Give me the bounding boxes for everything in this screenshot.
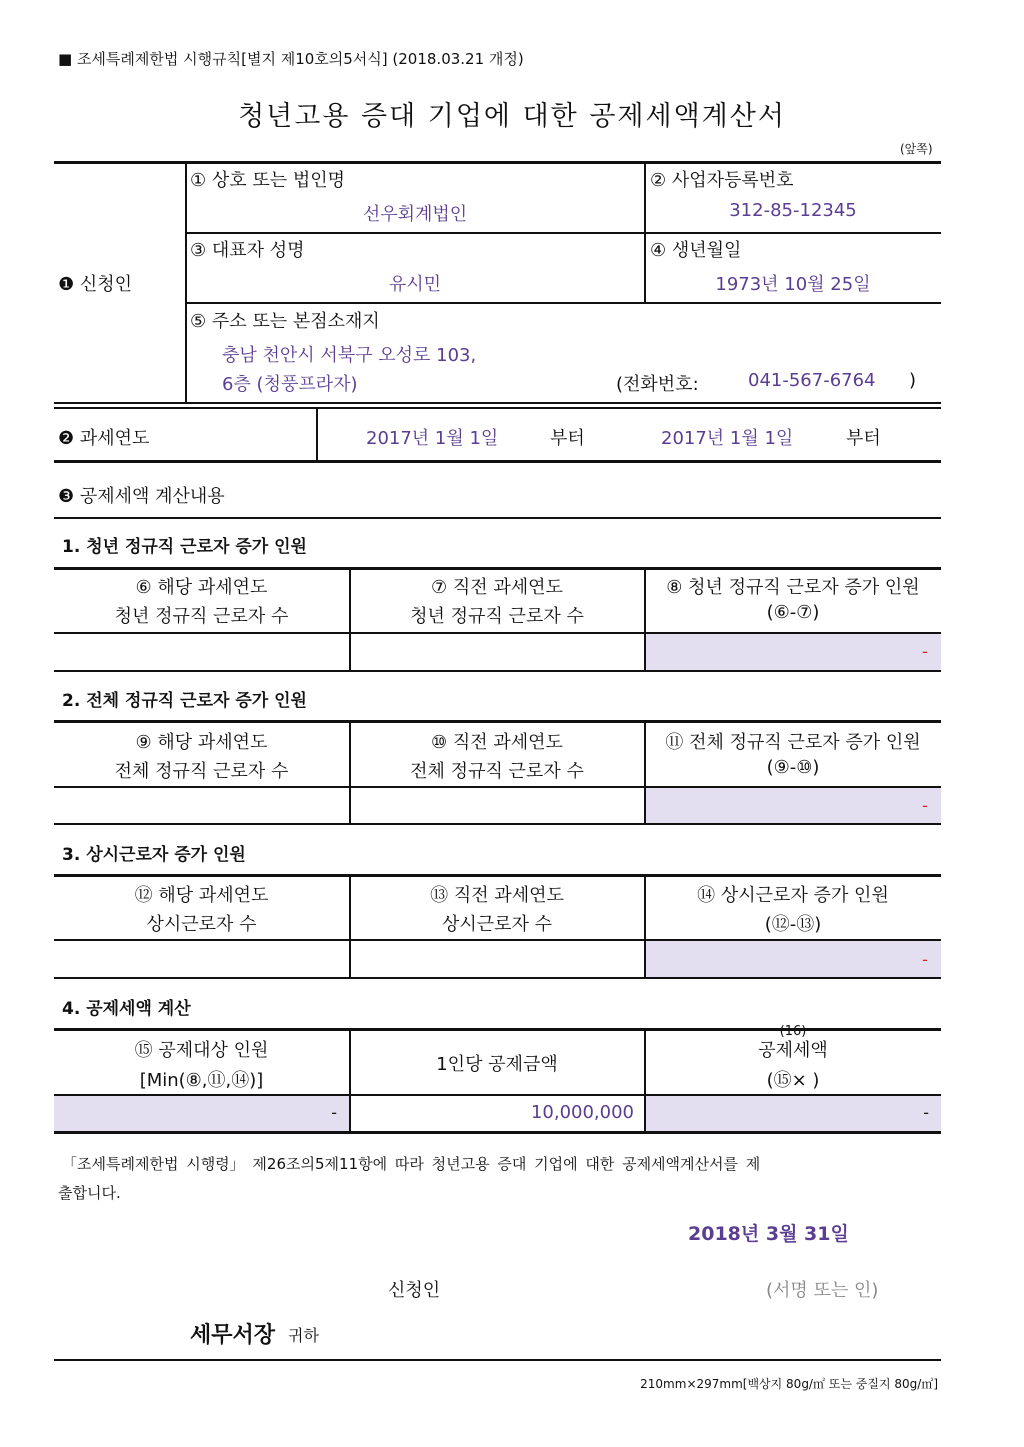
rule	[54, 1131, 941, 1134]
tax-year-label: ❷ 과세연도	[58, 428, 150, 449]
rule	[54, 786, 941, 788]
s2-col3-line1: ⑪ 전체 정규직 근로자 증가 인원	[665, 732, 921, 753]
company-value: 선우회계법인	[362, 204, 468, 225]
rule	[54, 632, 941, 634]
s3-title: 3. 상시근로자 증가 인원	[62, 845, 246, 865]
s2-col2-line1: ⑩ 직전 과세연도	[431, 732, 563, 753]
representative-label: ③ 대표자 성명	[190, 240, 305, 261]
computed-cell-bg	[645, 787, 941, 824]
page-title: 청년고용 증대 기업에 대한 공제세액계산서	[238, 101, 786, 132]
s1-col3-line2: (⑥-⑦)	[766, 602, 820, 623]
rule	[54, 1094, 941, 1096]
s4-col1-line1: ⑮ 공제대상 인원	[134, 1040, 269, 1061]
divider	[316, 408, 318, 462]
rule	[54, 161, 941, 164]
s2-col3-value: -	[922, 796, 928, 815]
s4-title: 4. 공제세액 계산	[62, 999, 191, 1019]
statement-line-2: 출합니다.	[58, 1184, 121, 1202]
s1-col2-line1: ⑦ 직전 과세연도	[431, 577, 563, 598]
s3-col1-line2: 상시근로자 수	[146, 914, 257, 935]
representative-value: 유시민	[388, 274, 442, 295]
tax-year-from-date: 2017년 1월 1일	[366, 428, 499, 449]
s3-col3-line2: (⑫-⑬)	[764, 914, 822, 935]
side-note: (앞쪽)	[900, 142, 933, 156]
applicant-sign-label: 신청인	[388, 1280, 441, 1301]
s1-col1-line2: 청년 정규직 근로자 수	[114, 606, 289, 627]
s4-col1-value: -	[331, 1103, 337, 1122]
rule	[54, 567, 941, 570]
phone-value: 041-567-6764	[748, 370, 876, 391]
s4-col3-line1: 공제세액	[758, 1040, 828, 1061]
rule	[54, 1359, 941, 1361]
address-label: ⑤ 주소 또는 본점소재지	[190, 311, 380, 332]
dob-value: 1973년 10월 25일	[715, 274, 871, 295]
statement-line-1: 「조세특례제한법 시행령」 제26조의5제11항에 따라 청년고용 증대 기업에 대한 공제세액계산서를 제	[62, 1155, 761, 1173]
calc-section-label: ❸ 공제세액 계산내용	[58, 486, 225, 507]
s4-col3-number: (16)	[779, 1024, 807, 1039]
signature-placeholder: (서명 또는 인)	[766, 1280, 879, 1301]
s1-col3-line1: ⑧ 청년 정규직 근로자 증가 인원	[666, 577, 920, 598]
company-label: ① 상호 또는 법인명	[190, 170, 346, 191]
s2-title: 2. 전체 정규직 근로자 증가 인원	[62, 691, 307, 711]
rule	[54, 517, 941, 519]
rule	[54, 874, 941, 877]
dob-label: ④ 생년월일	[650, 240, 742, 261]
s4-col2-value: 10,000,000	[530, 1102, 634, 1123]
submission-date: 2018년 3월 31일	[688, 1223, 849, 1245]
s2-col2-line2: 전체 정규직 근로자 수	[410, 761, 584, 782]
s3-col2-line2: 상시근로자 수	[441, 914, 553, 935]
s2-col1-line2: 전체 정규직 근로자 수	[114, 761, 289, 782]
rule	[54, 939, 941, 941]
rule	[54, 407, 941, 409]
s3-col3-line1: ⑭ 상시근로자 증가 인원	[697, 885, 889, 906]
recipient: 세무서장	[190, 1323, 276, 1348]
s3-col3-value: -	[922, 950, 928, 969]
s1-col3-value: -	[922, 642, 928, 661]
s4-col2-line1: 1인당 공제금액	[436, 1054, 558, 1075]
rule	[54, 977, 941, 979]
phone-close: )	[909, 370, 917, 391]
rule	[54, 670, 941, 672]
s1-col2-line2: 청년 정규직 근로자 수	[410, 606, 584, 627]
address-line-1: 충남 천안시 서북구 오성로 103,	[222, 345, 477, 366]
s2-col1-line1: ⑨ 해당 과세연도	[135, 732, 268, 753]
applicant-section-label: ❶ 신청인	[58, 274, 133, 295]
rule	[54, 720, 941, 723]
tax-year-to-date: 2017년 1월 1일	[661, 428, 794, 449]
s4-col1-line2: [Min(⑧,⑪,⑭)]	[139, 1070, 264, 1091]
address-line-2: 6층 (청풍프라자)	[222, 374, 358, 395]
computed-cell-bg	[645, 940, 941, 978]
brn-value: 312-85-12345	[729, 200, 857, 221]
s1-col1-line1: ⑥ 해당 과세연도	[135, 577, 268, 598]
rule	[185, 232, 941, 234]
s3-col1-line1: ⑫ 해당 과세연도	[134, 885, 269, 906]
rule	[54, 460, 941, 463]
s3-col2-line1: ⑬ 직전 과세연도	[430, 885, 564, 906]
tax-year-from-word: 부터	[550, 428, 585, 449]
rule	[54, 823, 941, 825]
brn-label: ② 사업자등록번호	[650, 170, 794, 191]
s4-col3-value: -	[923, 1103, 929, 1122]
paper-spec: 210mm×297mm[백상지 80g/㎡ 또는 중질지 80g/㎡]	[640, 1377, 938, 1391]
rule	[54, 402, 941, 404]
s4-col3-line2: (⑮× )	[766, 1070, 820, 1091]
rule	[185, 302, 941, 304]
form-source-line: ■ 조세특례제한법 시행규칙[별지 제10호의5서식] (2018.03.21 개정)	[58, 50, 524, 68]
tax-year-to-word: 부터	[846, 428, 881, 449]
s2-col3-line2: (⑨-⑩)	[766, 757, 820, 778]
recipient-suffix: 귀하	[288, 1326, 319, 1345]
computed-cell-bg	[645, 633, 941, 671]
s1-title: 1. 청년 정규직 근로자 증가 인원	[62, 537, 307, 557]
phone-label: (전화번호:	[616, 374, 699, 395]
